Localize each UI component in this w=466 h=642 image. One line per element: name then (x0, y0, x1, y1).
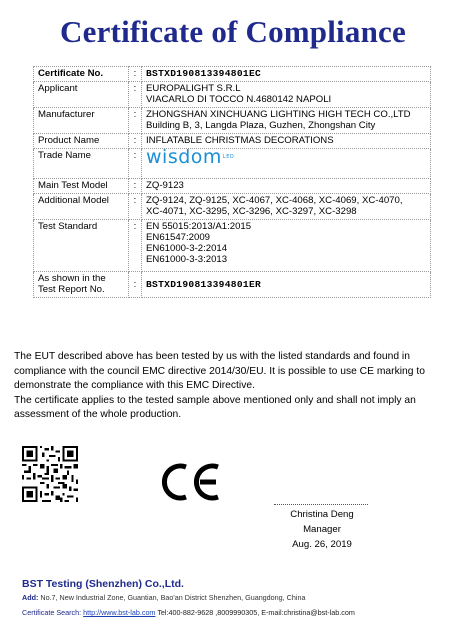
separator: : (129, 272, 142, 298)
main-test-model-value: ZQ-9123 (142, 179, 431, 194)
label-test-report-no (34, 272, 129, 298)
row-trade-name (34, 149, 431, 179)
manufacturer-address: Building B, 3, Langda Plaza, Guzhen, Zhongshan City (146, 120, 376, 131)
standard-1: EN 55015:2013/A1:2015 (146, 221, 252, 232)
additional-models-line-2: XC-4071, XC-3295, XC-3296, XC-3297, XC-3298 (146, 206, 357, 217)
wisdom-logo (146, 146, 235, 168)
company-address (22, 593, 305, 602)
signatory-title: Manager (303, 524, 341, 535)
row-main-test-model (34, 179, 431, 194)
compliance-paragraph: The EUT described above has been tested by us with the listed standards and found in compliance with the council EMC directive 2014/30/EU. It is possible to use CE marking to demonstrate the compliance with this EMC Directive. (14, 351, 425, 391)
standard-2: EN61547:2009 (146, 232, 211, 243)
separator: : (129, 220, 142, 272)
qr-code (22, 446, 78, 502)
separator: : (129, 67, 142, 82)
separator: : (129, 134, 142, 149)
search-label: Certificate Search: (22, 608, 82, 617)
manufacturer-value (142, 108, 431, 134)
standard-4: EN61000-3-3:2013 (146, 254, 228, 265)
wisdom-logo-text: wisdom (146, 146, 222, 168)
row-applicant (34, 82, 431, 108)
email-address[interactable]: E-mail:christina@bst-lab.com (261, 608, 355, 617)
label-trade-name: Trade Name (34, 149, 129, 179)
separator: : (129, 82, 142, 108)
additional-models-line-1: ZQ-9124, ZQ-9125, XC-4067, XC-4068, XC-4069, XC-4070, (146, 195, 403, 206)
row-test-standard (34, 220, 431, 272)
signatory-name: Christina Deng (290, 509, 354, 520)
label-manufacturer: Manufacturer (34, 108, 129, 134)
label-certificate-no: Certificate No. (34, 67, 129, 82)
row-certificate-no (34, 67, 431, 82)
certificate-search (22, 608, 355, 617)
manufacturer-name: ZHONGSHAN XINCHUANG LIGHTING HIGH TECH CO.,LTD (146, 109, 411, 120)
applicant-name: EUROPALIGHT S.R.L (146, 83, 241, 94)
compliance-statement (14, 350, 456, 423)
ce-mark (156, 461, 224, 503)
label-applicant: Applicant (34, 82, 129, 108)
signature-line (274, 504, 368, 505)
separator: : (129, 108, 142, 134)
separator: : (129, 149, 142, 179)
row-manufacturer (34, 108, 431, 134)
standard-3: EN61000-3-2:2014 (146, 243, 228, 254)
address-text: No.7, New Industrial Zone, Guantian, Bao'an District Shenzhen, Guangdong, China (40, 593, 306, 602)
applicant-address: VIACARLO DI TOCCO N.4680142 NAPOLI (146, 94, 332, 105)
product-name-value: INFLATABLE CHRISTMAS DECORATIONS (142, 134, 431, 149)
separator: : (129, 179, 142, 194)
scope-paragraph: The certificate applies to the tested sample above mentioned only and shall not imply an assessment of the whole production. (14, 394, 416, 420)
row-test-report-no (34, 272, 431, 298)
separator: : (129, 194, 142, 220)
label-additional-model: Additional Model (34, 194, 129, 220)
test-standard-value (142, 220, 431, 272)
company-name: BST Testing (Shenzhen) Co.,Ltd. (22, 578, 184, 590)
label-main-test-model: Main Test Model (34, 179, 129, 194)
additional-model-value (142, 194, 431, 220)
label-test-report-line-2: Test Report No. (38, 284, 105, 295)
label-product-name: Product Name (34, 134, 129, 149)
row-additional-model (34, 194, 431, 220)
label-test-standard: Test Standard (34, 220, 129, 272)
test-report-number: BSTXD190813394801ER (142, 272, 431, 298)
signature-date: Aug. 26, 2019 (292, 539, 352, 550)
wisdom-logo-sub: LED (222, 154, 235, 160)
certificate-number: BSTXD190813394801EC (142, 67, 431, 82)
address-label: Add: (22, 593, 39, 602)
certificate-info-table (33, 66, 431, 298)
applicant-value (142, 82, 431, 108)
trade-name-value (142, 146, 431, 179)
label-test-report-line-1: As shown in the (38, 273, 106, 284)
telephone: Tel:400-882-9628 ,8009990305, (157, 608, 260, 617)
website-link[interactable]: http://www.bst-lab.com (83, 608, 156, 617)
row-product-name (34, 134, 431, 149)
certificate-title: Certificate of Compliance (60, 14, 406, 49)
